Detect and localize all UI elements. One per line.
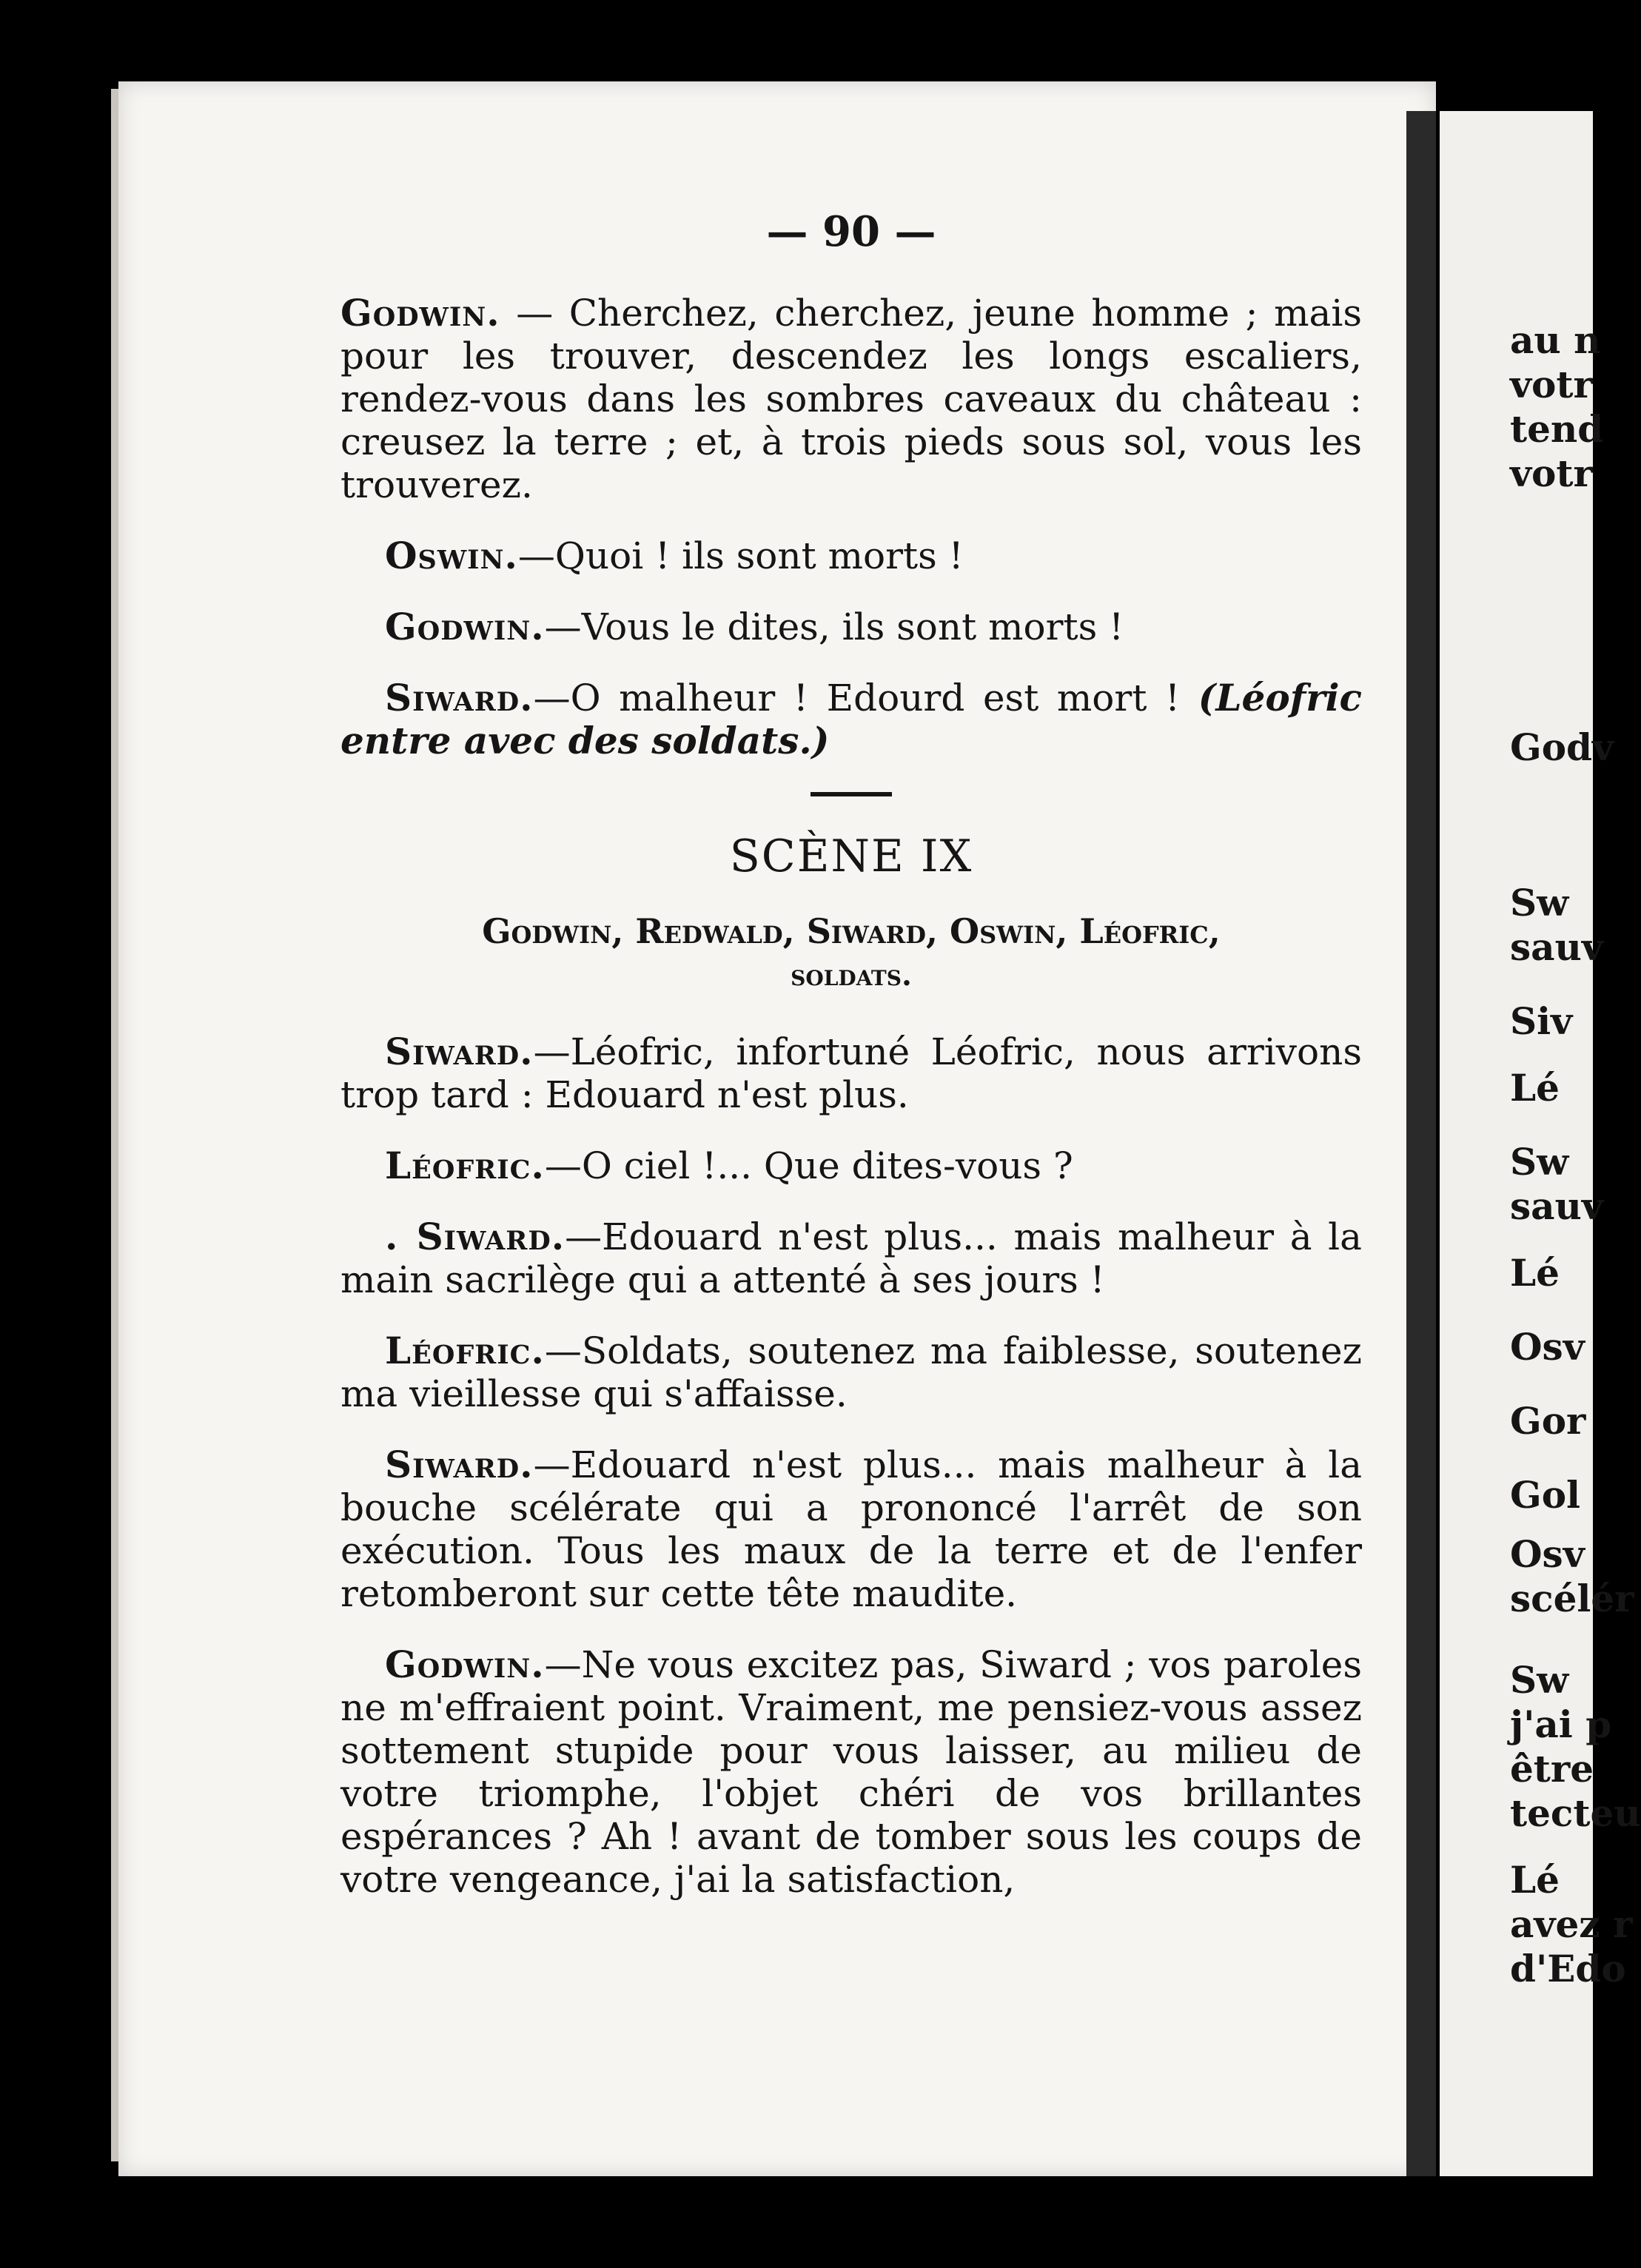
facing-text: Godv bbox=[1510, 725, 1614, 769]
section-divider bbox=[811, 792, 892, 796]
dialogue-paragraph bbox=[340, 677, 1362, 762]
speaker: Siward. bbox=[385, 676, 534, 719]
speech: —Soldats, soutenez ma faiblesse, soutenez ma vieillesse qui s'affaisse. bbox=[340, 1329, 1362, 1415]
speaker: Godwin. bbox=[385, 1643, 545, 1686]
facing-text: Osv bbox=[1510, 1325, 1585, 1369]
facing-text: Gol bbox=[1510, 1473, 1581, 1517]
facing-text: votr bbox=[1510, 363, 1593, 406]
speech: — Cherchez, cherchez, jeune homme ; mais pour les trouver, descendez les longs escaliers, rendez-vous dans les sombres caveaux du château : creusez la terre ; et, à trois pieds sous sol, vous les trouverez. bbox=[340, 292, 1362, 506]
dialogue-paragraph bbox=[340, 1443, 1362, 1615]
dialogue-paragraph bbox=[340, 292, 1362, 506]
facing-text: votr bbox=[1510, 452, 1593, 495]
speech: —O ciel !... Que dites-vous ? bbox=[544, 1144, 1073, 1187]
dialogue-paragraph bbox=[340, 1215, 1362, 1301]
facing-text: scélér bbox=[1510, 1577, 1634, 1620]
speech: —Edouard n'est plus... mais malheur à la bouche scélérate qui a prononcé l'arrêt de son exécution. Tous les maux de la terre et de l'enfer retomberont sur cette tête maudite. bbox=[340, 1443, 1362, 1615]
dialogue-paragraph bbox=[340, 1030, 1362, 1116]
speech: —Edouard n'est plus... mais malheur à la main sacrilège qui a attenté à ses jours ! bbox=[340, 1215, 1362, 1301]
facing-text: au n bbox=[1510, 318, 1601, 362]
dialogue-paragraph bbox=[340, 534, 1362, 577]
facing-text: Lé bbox=[1510, 1251, 1560, 1295]
speech: —O malheur ! Edourd est mort ! bbox=[533, 677, 1198, 719]
stage-direction: (Léofric entre avec des soldats.) bbox=[340, 676, 1362, 762]
speech: —Léofric, infortuné Léofric, nous arrivons trop tard : Edouard n'est plus. bbox=[340, 1030, 1362, 1116]
facing-text: Sw bbox=[1510, 1658, 1569, 1702]
facing-text: sauv bbox=[1510, 925, 1603, 969]
cast-line: soldats. bbox=[791, 958, 912, 993]
speaker: Siward. bbox=[385, 1030, 534, 1073]
facing-text: Sw bbox=[1510, 881, 1569, 925]
facing-text: Osv bbox=[1510, 1532, 1585, 1576]
page-text bbox=[340, 207, 1362, 1929]
speaker: . Siward. bbox=[385, 1215, 566, 1258]
dialogue-paragraph bbox=[340, 1144, 1362, 1187]
speaker: Léofric. bbox=[385, 1329, 545, 1372]
facing-text: tecteu bbox=[1510, 1791, 1641, 1835]
scene-title: SCÈNE IX bbox=[729, 831, 973, 882]
dialogue-paragraph bbox=[340, 605, 1362, 648]
speaker: Léofric. bbox=[385, 1144, 545, 1187]
speaker: Godwin. bbox=[340, 291, 500, 335]
facing-text: Lé bbox=[1510, 1066, 1560, 1110]
speaker: Siward. bbox=[385, 1443, 534, 1486]
page-number: — 90 — bbox=[766, 207, 936, 256]
dialogue-paragraph bbox=[340, 1643, 1362, 1901]
cast-line: Godwin, Redwald, Siward, Oswin, Léofric, bbox=[482, 911, 1221, 951]
speech: —Vous le dites, ils sont morts ! bbox=[544, 605, 1124, 648]
facing-text: Gor bbox=[1510, 1399, 1586, 1443]
cast-list bbox=[340, 909, 1362, 998]
dialogue-paragraph bbox=[340, 1329, 1362, 1415]
facing-text: Sw bbox=[1510, 1140, 1569, 1184]
speaker: Oswin. bbox=[385, 534, 518, 577]
facing-text: Lé bbox=[1510, 1858, 1560, 1902]
page-gutter bbox=[1406, 111, 1436, 2176]
speech: —Ne vous excitez pas, Siward ; vos paroles ne m'effraient point. Vraiment, me pensiez-vous assez sottement stupide pour vous laisser, au milieu de votre triomphe, l'objet chéri de vos brillantes espérances ? Ah ! avant de tomber sous les coups de votre vengeance, j'ai la satisfaction, bbox=[340, 1643, 1362, 1901]
facing-text: être bbox=[1510, 1747, 1594, 1791]
facing-text: j'ai p bbox=[1510, 1702, 1612, 1746]
facing-text: tend bbox=[1510, 407, 1604, 451]
speech: —Quoi ! ils sont morts ! bbox=[517, 534, 964, 577]
facing-text: avez r bbox=[1510, 1902, 1633, 1946]
facing-text: Siv bbox=[1510, 999, 1573, 1043]
facing-text: sauv bbox=[1510, 1184, 1603, 1228]
facing-text: d'Edo bbox=[1510, 1947, 1626, 1990]
speaker: Godwin. bbox=[385, 605, 545, 648]
